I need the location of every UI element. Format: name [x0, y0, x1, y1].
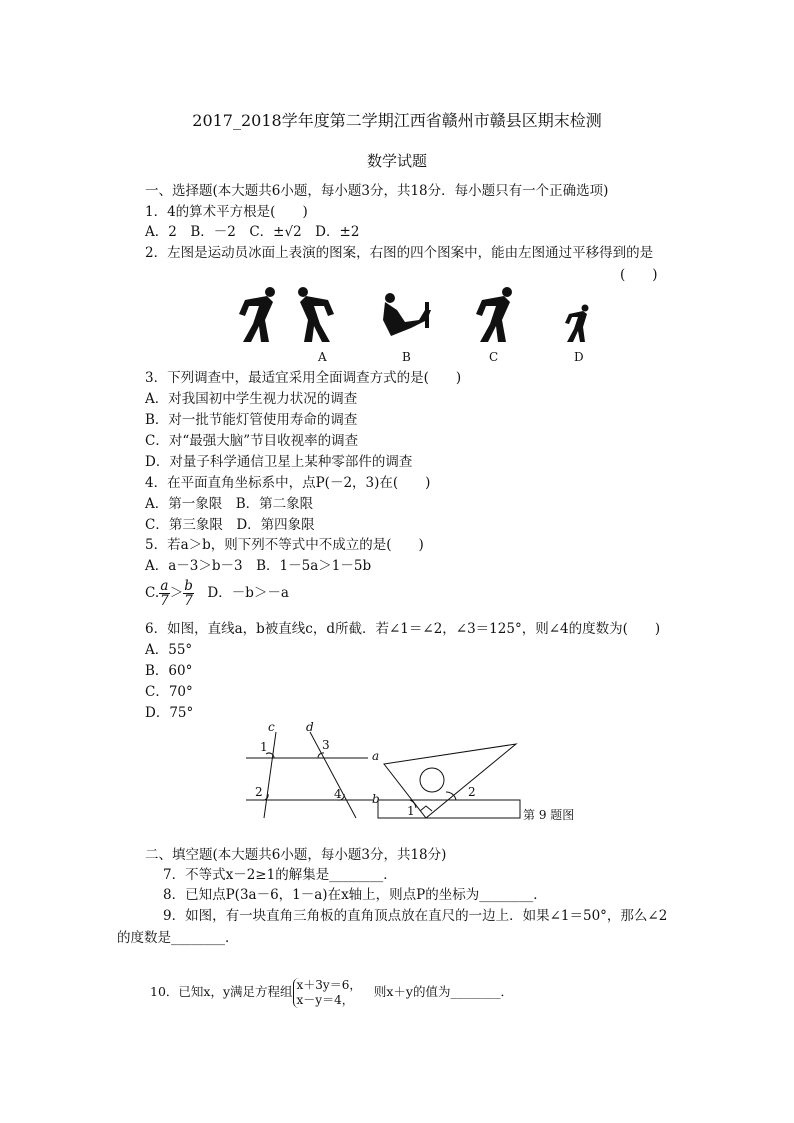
q8-text: 8．已知点P(3a－6，1－a)在x轴上，则点P的坐标为________． — [163, 887, 547, 903]
q4-options-cd: C．第三象限 D．第四象限 — [145, 517, 315, 533]
section1-heading: 一、选择题(本大题共6小题，每小题3分，共18分．每小题只有一个正确选项) — [145, 183, 609, 199]
q7-text: 7．不等式x－2≥1的解集是________． — [163, 867, 397, 883]
q9-line2: 的度数是________． — [117, 930, 239, 946]
q1-stem: 1．4的算术平方根是( ) — [145, 204, 308, 220]
q6-option-b: B．60° — [145, 663, 193, 679]
figure-q6-lines — [238, 720, 388, 820]
q3-stem: 3．下列调查中，最适宜采用全面调查方式的是( ) — [145, 370, 462, 386]
q2-stem: 2．左图是运动员冰面上表演的图案，右图的四个图案中，能由左图通过平移得到的是 — [145, 245, 654, 261]
q10-equation-system — [293, 978, 362, 1008]
q10-eq1: x＋3y＝6， — [296, 977, 362, 992]
q5-c-gt: ＞ — [169, 585, 184, 601]
q1-options: A．2 B．－2 C．±√2 D．±2 — [145, 224, 360, 240]
skater-a-icon — [298, 287, 334, 342]
fig6-label-c: c — [268, 720, 275, 734]
q10-eq2: x－y＝4， — [296, 992, 354, 1007]
q5-options-cd — [145, 578, 289, 608]
q5-fraction-a-num: a — [160, 578, 169, 594]
q5-options-ab: A．a－3＞b－3 B．1－5a＞1－5b — [145, 558, 372, 574]
q2-bracket: ( ) — [620, 267, 658, 283]
q10-prefix: 10．已知x，y满足方程组 — [150, 984, 293, 999]
fig6-label-a: a — [372, 749, 380, 763]
fig9-angle-2: 2 — [468, 785, 476, 799]
skater-original-icon — [239, 287, 275, 342]
fig9-angle-1: 1 — [407, 804, 415, 818]
fig6-angle-2: 2 — [255, 785, 263, 799]
skater-label-a: A — [318, 350, 327, 364]
figure-q9-triangle-ruler — [376, 736, 526, 826]
q4-stem: 4．在平面直角坐标系中，点P(－2，3)在( ) — [145, 475, 431, 491]
exam-subtitle: 数学试题 — [366, 152, 427, 170]
skater-figures — [215, 280, 685, 350]
skater-c-icon — [476, 287, 512, 342]
q6-option-c: C．70° — [145, 684, 193, 700]
exam-title: 2017_2018学年度第二学期江西省赣州市赣县区期末检测 — [192, 111, 602, 130]
fig6-angle-4: 4 — [334, 787, 342, 801]
skater-d-icon — [565, 305, 589, 343]
fig6-angle-3: 3 — [322, 738, 330, 752]
q5-fraction-b-num: b — [184, 578, 193, 594]
fig6-label-d: d — [306, 720, 314, 734]
q5-fraction-b — [183, 579, 194, 608]
fig6-label-b: b — [372, 792, 380, 806]
section2-heading: 二、填空题(本大题共6小题，每小题3分，共18分) — [145, 847, 447, 863]
q9-line1: 9．如图，有一块直角三角板的直角顶点放在直尺的一边上．如果∠1＝50°，那么∠2 — [163, 908, 668, 924]
fig9-caption: 第 9 题图 — [523, 808, 575, 822]
q4-options-ab: A．第一象限 B．第二象限 — [145, 496, 314, 512]
skater-label-c: C — [489, 350, 499, 364]
q5-fraction-b-den: 7 — [184, 593, 193, 609]
q6-option-d: D．75° — [145, 705, 194, 721]
skater-label-d: D — [574, 350, 584, 364]
q5-d-option: D．－b＞－a — [207, 585, 289, 601]
skater-b-icon — [383, 293, 431, 336]
q5-fraction-a-den: 7 — [160, 593, 169, 609]
q5-c-prefix: C. — [145, 585, 160, 601]
q10-suffix: 则x＋y的值为________． — [373, 984, 513, 999]
skater-label-b: B — [402, 350, 411, 364]
q3-option-c: C．对“最强大脑”节目收视率的调查 — [145, 433, 359, 449]
q3-option-d: D．对量子科学通信卫星上某种零部件的调查 — [145, 454, 413, 470]
q6-option-a: A．55° — [145, 642, 193, 658]
q3-option-a: A．对我国初中学生视力状况的调查 — [145, 391, 358, 407]
q3-option-b: B．对一批节能灯管使用寿命的调查 — [145, 412, 358, 428]
q5-stem: 5．若a＞b，则下列不等式中不成立的是( ) — [145, 537, 424, 553]
q6-stem: 6．如图，直线a，b被直线c，d所截．若∠1＝∠2，∠3＝125°，则∠4的度数为( ) — [145, 621, 661, 637]
q5-fraction-a — [159, 579, 170, 608]
q10-text — [150, 977, 513, 1008]
fig6-angle-1: 1 — [260, 740, 268, 754]
